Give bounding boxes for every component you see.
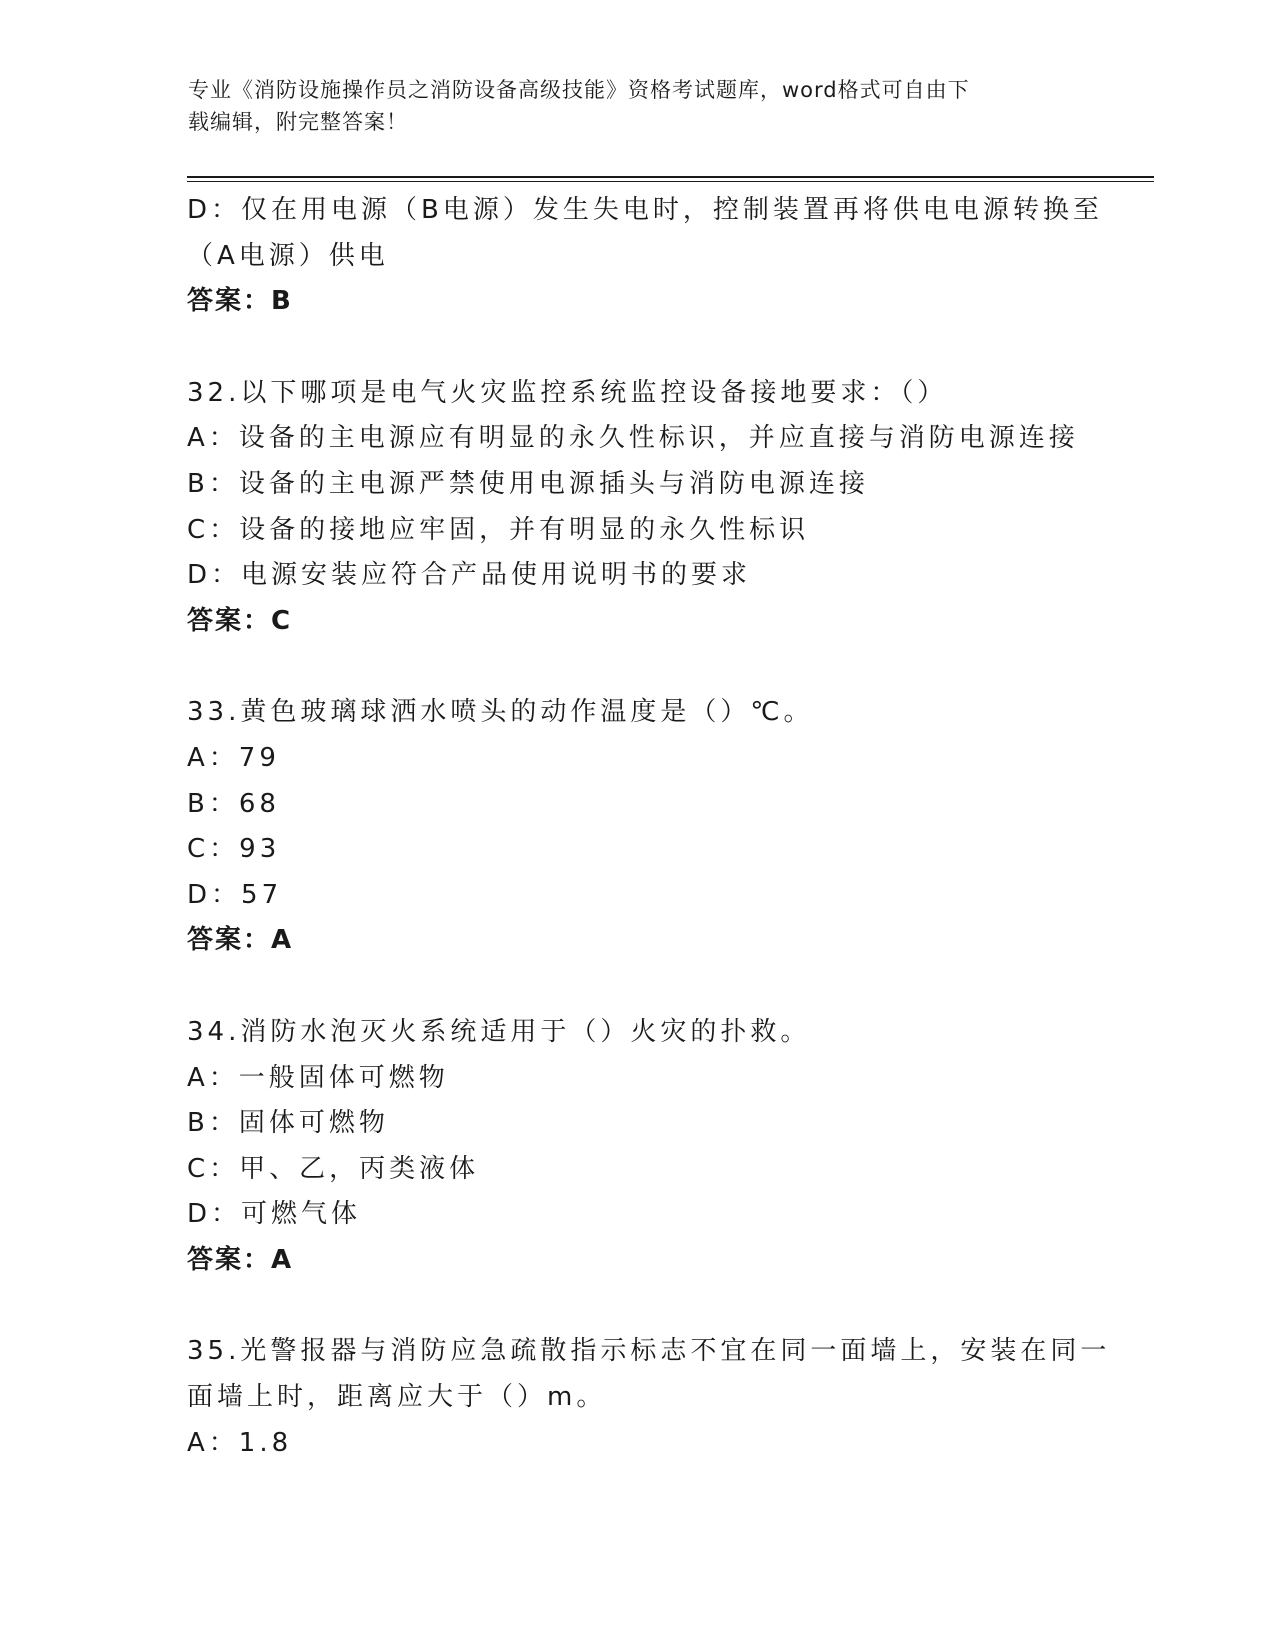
question-33 xyxy=(187,690,1077,964)
option-a: A：设备的主电源应有明显的永久性标识，并应直接与消防电源连接 xyxy=(187,423,1079,454)
question-32 xyxy=(187,371,1077,645)
option-b: B：68 xyxy=(187,788,280,819)
answer: 答案：C xyxy=(187,605,293,636)
header-line-1: 专业《消防设施操作员之消防设备高级技能》资格考试题库，word格式可自由下 xyxy=(188,78,970,102)
header-divider-thin xyxy=(187,181,1154,182)
spacer xyxy=(187,325,1077,371)
option-d-continued: （A电源）供电 xyxy=(187,240,389,271)
option-d: D：电源安装应符合产品使用说明书的要求 xyxy=(187,560,752,591)
option-d: D：57 xyxy=(187,879,283,910)
option-b: B：设备的主电源严禁使用电源插头与消防电源连接 xyxy=(187,468,869,499)
option-d: D：可燃气体 xyxy=(187,1199,362,1230)
option-d: D：仅在用电源（B电源）发生失电时，控制装置再将供电电源转换至 xyxy=(187,195,1103,225)
option-c: C：93 xyxy=(187,834,281,865)
document-header xyxy=(188,74,1088,138)
option-b: B：固体可燃物 xyxy=(187,1108,389,1139)
question-stem-continued: 面墙上时，距离应大于（）m。 xyxy=(187,1382,607,1413)
answer: 答案：B xyxy=(187,286,293,317)
spacer xyxy=(187,1283,1077,1329)
option-a: A：79 xyxy=(187,742,280,773)
option-c: C：设备的接地应牢固，并有明显的永久性标识 xyxy=(187,514,810,545)
header-line-2: 载编辑，附完整答案！ xyxy=(188,110,408,134)
answer: 答案：A xyxy=(187,1244,294,1275)
question-31-tail xyxy=(187,188,1103,325)
question-stem: 33.黄色玻璃球洒水喷头的动作温度是（）℃。 xyxy=(187,697,814,728)
option-a: A：1.8 xyxy=(187,1427,293,1458)
question-35 xyxy=(187,1329,1111,1466)
question-list xyxy=(187,188,1111,1466)
question-stem: 35.光警报器与消防应急疏散指示标志不宜在同一面墙上，安装在同一 xyxy=(187,1336,1111,1367)
option-c: C：甲、乙，丙类液体 xyxy=(187,1153,480,1184)
header-divider-thick xyxy=(187,176,1154,178)
question-34 xyxy=(187,1010,1077,1284)
option-a: A：一般固体可燃物 xyxy=(187,1062,449,1093)
spacer xyxy=(187,964,1077,1010)
question-stem: 34.消防水泡灭火系统适用于（）火灾的扑救。 xyxy=(187,1016,811,1047)
answer: 答案：A xyxy=(187,925,294,956)
spacer xyxy=(187,644,1077,690)
question-stem: 32.以下哪项是电气火灾监控系统监控设备接地要求：（） xyxy=(187,377,948,408)
